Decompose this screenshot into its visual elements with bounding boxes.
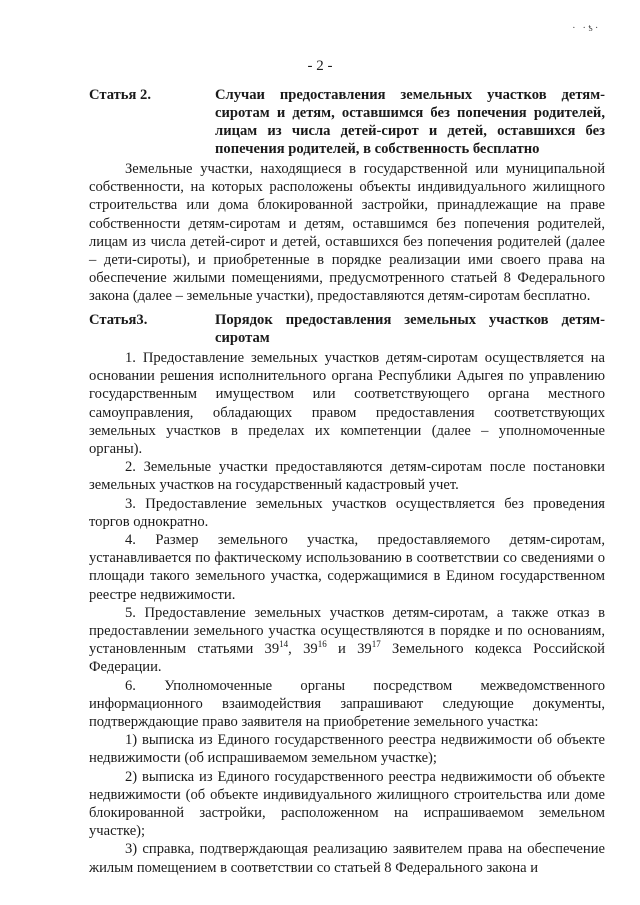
article-3-item-6-sub-1: 1) выписка из Единого государственного реестра недвижимости об объекте недвижимости (об испрашиваемом земельном участке); (89, 732, 605, 767)
article-3-item-4: 4. Размер земельного участка, предоставляемого детям-сиротам, устанавливается по фактическому использованию в соответствии со сведениями о площади такого земельного участка, содержащимися в Едином государственном реестре недвижимости. (89, 532, 605, 603)
corner-scribble: · ·ƾ· (572, 22, 601, 34)
article-3-item-6-sub-2: 2) выписка из Единого государственного реестра недвижимости об объекте недвижимости (об объекте индивидуального жилищного строительства или доме блокированной застройки, расположенном на испрашиваемом земельном участке); (89, 768, 605, 840)
item-5-text-mid-2: и 39 (326, 641, 372, 658)
item-5-sup-1: 14 (279, 639, 289, 650)
article-3-heading (89, 311, 605, 347)
item-5-text-end: Земельного кодекса Российской Федерации. (89, 641, 605, 676)
article-3-label: Статья3. (89, 312, 148, 328)
page-number: - 2 - (307, 58, 333, 74)
article-3-item-5 (89, 604, 605, 677)
item-5-text-start: 5. Предоставление земельных участков детям-сиротам, а также отказ в предоставлении земельного участка осуществляются в порядке и по основаниям, установленным статьями 39 (89, 604, 605, 658)
article-3-title: Порядок предоставления земельных участков детям-сиротам (215, 312, 605, 346)
article-3-item-2: 2. Земельные участки предоставляются детям-сиротам после постановки земельных участков на государственный кадастровый учет. (89, 459, 605, 494)
item-5-text-mid-1: , 39 (288, 641, 318, 658)
article-3-item-6-sub-3: 3) справка, подтверждающая реализацию заявителем права на обеспечение жилым помещением в соответствии со статьей 8 Федерального закона и (89, 841, 605, 876)
article-2-heading (89, 86, 605, 158)
article-2-label: Статья 2. (89, 87, 151, 103)
article-3-item-3: 3. Предоставление земельных участков осуществляется без проведения торгов однократно. (89, 495, 605, 530)
article-3 (89, 311, 605, 877)
article-2 (89, 86, 605, 306)
article-3-item-1: 1. Предоставление земельных участков детям-сиротам осуществляется на основании решения исполнительного органа Республики Адыгея по управлению государственным имуществом или соответствующего органа местного самоуправления, обладающих правом предоставления соответствующих земельных участков в пределах их компетенции (далее – уполномоченные органы). (89, 350, 605, 458)
article-2-paragraph: Земельные участки, находящиеся в государственной или муниципальной собственности, на которых расположены объекты индивидуального жилищного строительства или дома блокированной застройки, принадлежащие на праве собственности детям-сиротам и детям, оставшимся без попечения родителей, лицам из числа детей-сирот и детей, оставшихся без попечения родителей (далее – дети-сироты), и приобретенные в порядке реализации ими своего права на обеспечение жилыми помещениями, предусмотренного статьей 8 Федерального закона (далее – земельные участки), предоставляются детям-сиротам бесплатно. (89, 161, 605, 305)
article-2-title: Случаи предоставления земельных участков детям-сиротам и детям, оставшимся без попечения родителей, лицам из числа детей-сирот и детей, оставшихся без попечения родителей, в собственность бесплатно (215, 87, 605, 157)
item-5-sup-3: 17 (371, 639, 381, 650)
item-5-sup-2: 16 (317, 639, 327, 650)
article-3-item-6: 6. Уполномоченные органы посредством межведомственного информационного взаимодействия запрашивают следующие документы, подтверждающие право заявителя на приобретение земельного участка: (89, 677, 605, 731)
